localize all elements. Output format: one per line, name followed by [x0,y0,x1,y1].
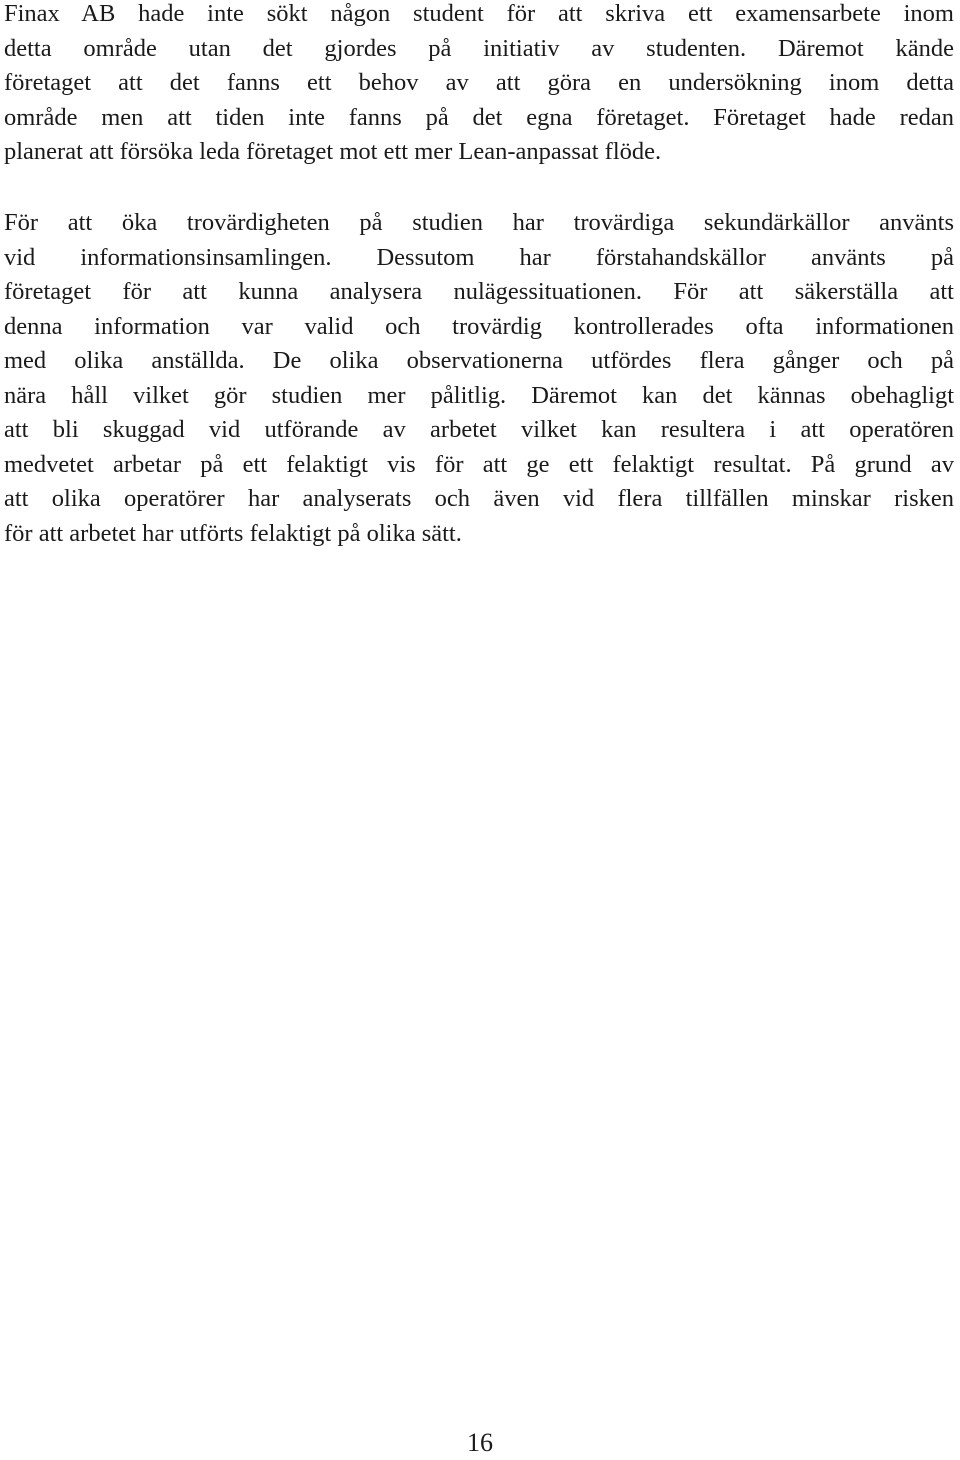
text-line: att bli skuggad vid utförande av arbetet vilket kan resultera i att operatören [4,416,954,443]
text-line: Finax AB hade inte sökt någon student för att skriva ett examensarbete inom [4,0,954,27]
text-line: med olika anställda. De olika observationerna utfördes flera gånger och på [4,347,954,374]
text-line: vid informationsinsamlingen. Dessutom har förstahandskällor använts på [4,243,954,271]
text-line: företaget för att kunna analysera nulägessituationen. För att säkerställa att [4,278,954,305]
text-line: denna information var valid och trovärdig kontrollerades ofta informationen [4,312,954,340]
text-line: område men att tiden inte fanns på det egna företaget. Företaget hade redan [4,103,954,131]
page-number: 16 [467,1428,493,1457]
text-line: planerat att försöka leda företaget mot ett mer Lean-anpassat flöde. [4,138,662,165]
text-line: medvetet arbetar på ett felaktigt vis för att ge ett felaktigt resultat. På grund av [4,450,954,478]
text-line: för att arbetet har utförts felaktigt på olika sätt. [4,519,462,547]
paragraph-2 [4,206,954,551]
text-line: företaget att det fanns ett behov av att göra en undersökning inom detta [4,69,954,96]
paragraph-1 [4,0,954,170]
text-line: För att öka trovärdigheten på studien har trovärdiga sekundärkällor använts [4,209,954,236]
text-line: detta område utan det gjordes på initiativ av studenten. Däremot kände [4,34,954,62]
text-line: nära håll vilket gör studien mer pålitlig. Däremot kan det kännas obehagligt [4,381,954,409]
text-line: att olika operatörer har analyserats och även vid flera tillfällen minskar risken [4,485,954,512]
